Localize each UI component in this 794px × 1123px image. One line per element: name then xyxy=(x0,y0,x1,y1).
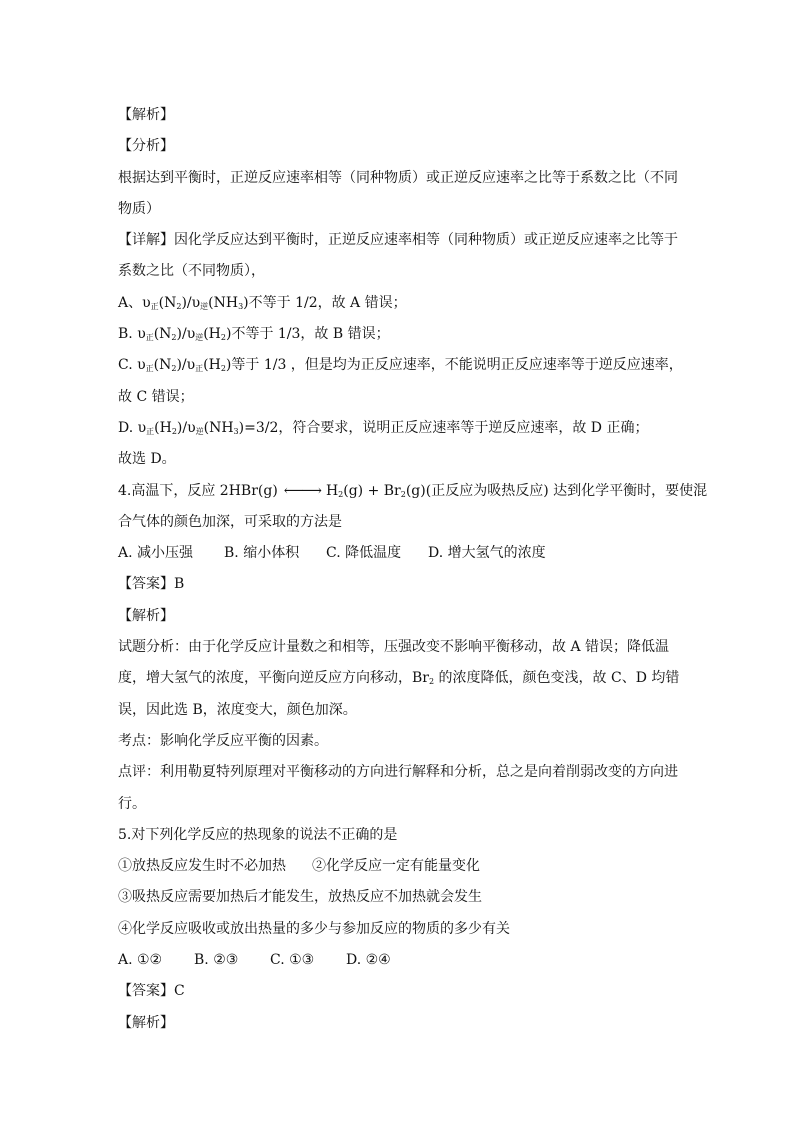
option-a: A. ①② xyxy=(118,952,163,969)
paragraph-line: 系数之比（不同物质）， xyxy=(118,263,265,280)
paragraph-line: 物质） xyxy=(118,200,160,217)
option-a-analysis: A、$\upsilon_正(N_2)/\upsilon_逆(NH_3)$不等于 1/2，故 A 错误； xyxy=(118,294,407,311)
option-c: C. ①③ xyxy=(270,952,315,969)
equilibrium-arrow-icon: ⟵⟶ xyxy=(283,482,320,499)
key-point: 考点：影响化学反应平衡的因素。 xyxy=(118,732,328,749)
paragraph-line: 度，增大氢气的浓度，平衡向逆反应方向移动，$Br_2$ 的浓度降低，颜色变浅，故 C、D 均错 xyxy=(118,670,680,687)
option-a: A. 减小压强 xyxy=(118,545,194,562)
paragraph-line: 误，因此选 B，浓度变大，颜色加深。 xyxy=(118,701,357,718)
statement-3: ③吸热反应需要加热后才能发生，放热反应不加热就会发生 xyxy=(118,889,482,906)
paragraph-line: 试题分析：由于化学反应计量数之和相等，压强改变不影响平衡移动，故 A 错误；降低温 xyxy=(118,639,670,656)
comment-line: 行。 xyxy=(118,795,146,812)
question-5-statements xyxy=(118,851,678,882)
document-page xyxy=(118,100,708,1039)
option-b: B. 缩小体积 xyxy=(224,545,300,562)
section-heading-analysis-answer: 【解析】 xyxy=(118,607,174,624)
option-c: C. 降低温度 xyxy=(326,545,402,562)
option-c-analysis: C. $\upsilon_正(N_2)/\upsilon_正(H_2)$等于 1/3 ，但是均为正反应速率，不能说明正反应速率等于逆反应速率， xyxy=(118,357,683,374)
question-5-options xyxy=(118,945,678,976)
answer-label: 【答案】C xyxy=(118,983,185,1000)
option-d: D. ②④ xyxy=(346,952,391,969)
section-heading-analysis-answer: 【解析】 xyxy=(118,107,174,123)
choice-conclusion: 故选 D。 xyxy=(118,451,176,468)
statement-1: ①放热反应发生时不必加热 xyxy=(118,858,286,875)
option-d: D. 增大氢气的浓度 xyxy=(428,545,546,562)
statement-2: ②化学反应一定有能量变化 xyxy=(312,858,480,875)
paragraph-line: 根据达到平衡时，正逆反应速率相等（同种物质）或正逆反应速率之比等于系数之比（不同 xyxy=(118,169,678,186)
option-b-analysis: B. $\upsilon_正(N_2)/\upsilon_逆(H_2)$不等于 1/3，故 B 错误； xyxy=(118,326,390,343)
question-4-options xyxy=(118,538,678,569)
comment-line: 点评：利用勒夏特列原理对平衡移动的方向进行解释和分析，总之是向着削弱改变的方向进 xyxy=(118,764,678,781)
option-b: B. ②③ xyxy=(194,952,239,969)
option-d-analysis: D. $\upsilon_正(H_2)/\upsilon_逆(NH_3)=3/2$，符合要求，说明正反应速率等于逆反应速率，故 D 正确； xyxy=(118,419,649,436)
question-4-stem: 4.高温下，反应 2HBr(g) ⟵⟶ $H_2(g) + Br_2(g)$(正反应为吸热反应) 达到化学平衡时，要使混 xyxy=(118,476,678,507)
option-c-analysis-cont: 故 C 错误； xyxy=(118,388,194,405)
section-heading-analysis: 【分析】 xyxy=(118,138,174,155)
answer-label: 【答案】B xyxy=(118,576,185,593)
question-4-stem-cont: 合气体的颜色加深，可采取的方法是 xyxy=(118,513,342,530)
paragraph-line: 【详解】因化学反应达到平衡时，正逆反应速率相等（同种物质）或正逆反应速率之比等于 xyxy=(118,232,678,249)
question-5-stem: 5.对下列化学反应的热现象的说法不正确的是 xyxy=(118,826,398,843)
section-heading-analysis-answer: 【解析】 xyxy=(118,1014,174,1031)
statement-4: ④化学反应吸收或放出热量的多少与参加反应的物质的多少有关 xyxy=(118,920,510,937)
